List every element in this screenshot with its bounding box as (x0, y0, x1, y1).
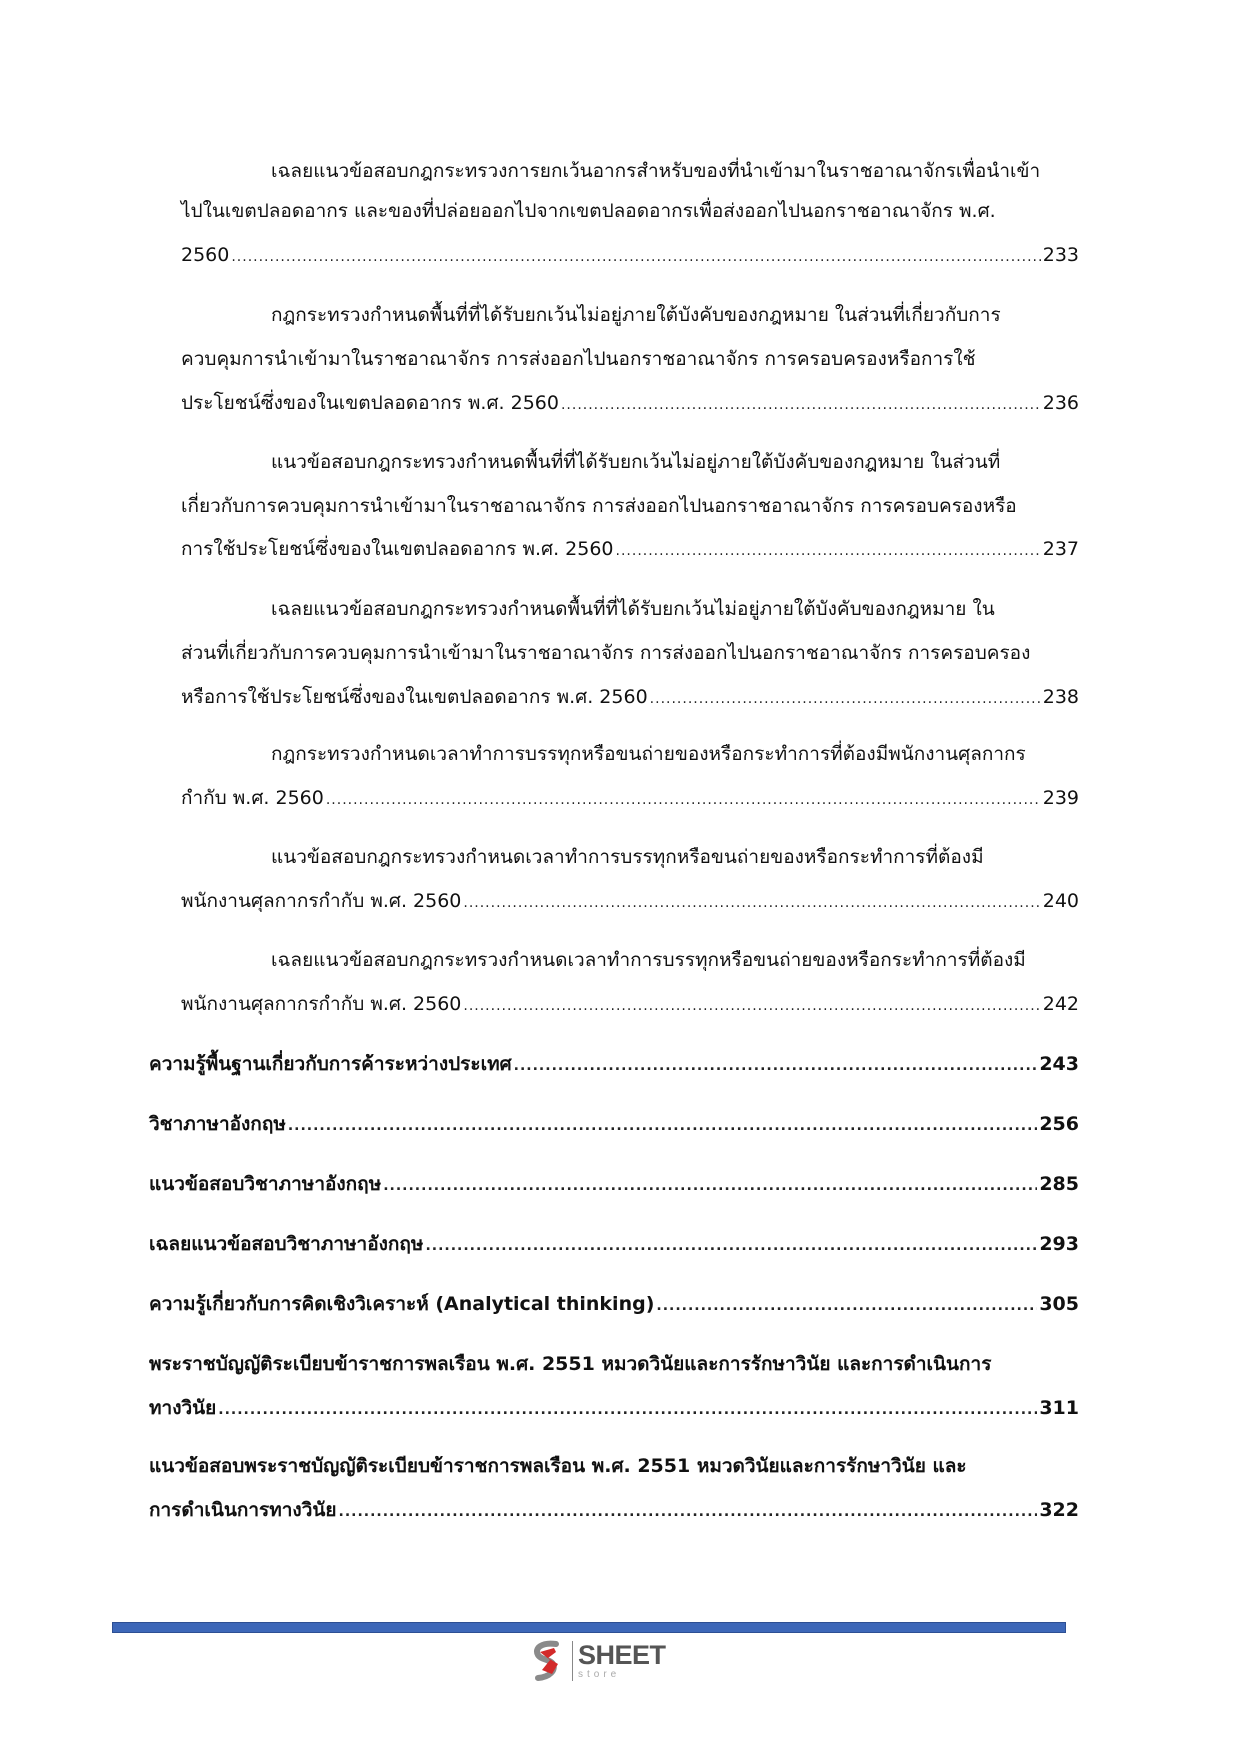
page-number: 256 (1039, 1113, 1079, 1135)
toc-entry-text: เฉลยแนวข้อสอบวิชาภาษาอังกฤษ (149, 1233, 424, 1255)
page-number: 243 (1039, 1053, 1079, 1075)
dot-leader (288, 1111, 1037, 1141)
toc-entry-text: แนวข้อสอบวิชาภาษาอังกฤษ (149, 1173, 382, 1195)
page-number: 293 (1039, 1233, 1079, 1255)
toc-entry-text: ทางวินัย (149, 1397, 217, 1419)
page-number: 236 (1042, 392, 1079, 414)
toc-entry-leader (149, 1495, 1079, 1525)
toc-entry-text: การดำเนินการทางวินัย (149, 1499, 337, 1521)
toc-entry-text: แนวข้อสอบกฎกระทรวงกำหนดพื้นที่ที่ได้รับยกเว้นไม่อยู่ภายใต้บังคับของกฎหมาย ในส่วนที่ (271, 451, 1001, 473)
toc-entry-leader (181, 534, 1079, 564)
dot-leader (383, 1171, 1037, 1201)
toc-entry[interactable] (149, 1049, 1079, 1079)
sheet-store-logo (528, 1638, 688, 1684)
toc-entry-text: การใช้ประโยชน์ซึ่งของในเขตปลอดอากร พ.ศ. 2560 (181, 538, 614, 560)
page-number: 238 (1042, 686, 1079, 708)
logo-separator (572, 1641, 573, 1681)
toc-entry-leader (149, 1393, 1079, 1423)
footer-divider-bar (112, 1622, 1066, 1633)
page-number: 233 (1042, 244, 1079, 266)
toc-entry-text: แนวข้อสอบพระราชบัญญัติระเบียบข้าราชการพลเรือน พ.ศ. 2551 หมวดวินัยและการรักษาวินัย และ (149, 1455, 967, 1477)
page-number: 239 (1042, 787, 1079, 809)
toc-entry-text: แนวข้อสอบกฎกระทรวงกำหนดเวลาทำการบรรทุกหรือขนถ่ายของหรือกระทำการที่ต้องมี (271, 846, 984, 868)
page-number: 237 (1042, 538, 1079, 560)
toc-entry-text: เกี่ยวกับการควบคุมการนำเข้ามาในราชอาณาจักร การส่งออกไปนอกราชอาณาจักร การครอบครองหรือ (181, 495, 1017, 517)
dot-leader (339, 1497, 1038, 1527)
toc-entry-text: 2560 (181, 244, 230, 266)
toc-entry-text: ความรู้พื้นฐานเกี่ยวกับการค้าระหว่างประเทศ (149, 1053, 512, 1075)
dot-leader (326, 785, 1041, 815)
dot-leader (561, 390, 1041, 420)
brand-sub: store (578, 1669, 621, 1680)
toc-entry-leader (181, 783, 1079, 813)
page-number: 311 (1039, 1397, 1079, 1419)
toc-entry-text: เฉลยแนวข้อสอบกฎกระทรวงกำหนดเวลาทำการบรรทุกหรือขนถ่ายของหรือกระทำการที่ต้องมี (271, 949, 1026, 971)
toc-entry-text: เฉลยแนวข้อสอบกฎกระทรวงกำหนดพื้นที่ที่ได้รับยกเว้นไม่อยู่ภายใต้บังคับของกฎหมาย ใน (271, 598, 995, 620)
sheet-store-s-icon (528, 1640, 568, 1682)
page-number: 240 (1042, 890, 1079, 912)
toc-entry-text: ส่วนที่เกี่ยวกับการควบคุมการนำเข้ามาในราชอาณาจักร การส่งออกไปนอกราชอาณาจักร การครอบครอง (181, 642, 1031, 664)
toc-entry-text: หรือการใช้ประโยชน์ซึ่งของในเขตปลอดอากร พ.ศ. 2560 (181, 686, 648, 708)
toc-entry-text: พนักงานศุลกากรกำกับ พ.ศ. 2560 (181, 993, 462, 1015)
toc-entry-text: พระราชบัญญัติระเบียบข้าราชการพลเรือน พ.ศ. 2551 หมวดวินัยและการรักษาวินัย และการดำเนินการ (149, 1353, 992, 1375)
page-number: 285 (1039, 1173, 1079, 1195)
toc-entry-text: กฎกระทรวงกำหนดเวลาทำการบรรทุกหรือขนถ่ายของหรือกระทำการที่ต้องมีพนักงานศุลกากร (271, 743, 1026, 765)
toc-entry-leader (181, 989, 1079, 1019)
toc-entry-leader (181, 388, 1079, 418)
toc-entry-leader (181, 886, 1079, 916)
page-number: 322 (1039, 1499, 1079, 1521)
toc-entry[interactable] (149, 1169, 1079, 1199)
dot-leader (514, 1051, 1038, 1081)
dot-leader (218, 1395, 1037, 1425)
toc-entry-leader (181, 240, 1079, 270)
toc-entry-text: กำกับ พ.ศ. 2560 (181, 787, 324, 809)
brand-name: SHEET (578, 1640, 666, 1670)
toc-entry[interactable] (149, 1289, 1079, 1319)
toc-entry-text: ควบคุมการนำเข้ามาในราชอาณาจักร การส่งออกไปนอกราชอาณาจักร การครอบครองหรือการใช้ (181, 348, 976, 370)
toc-entry-text: ประโยชน์ซึ่งของในเขตปลอดอากร พ.ศ. 2560 (181, 392, 559, 414)
toc-entry[interactable] (149, 1229, 1079, 1259)
toc-entry-leader (181, 682, 1079, 712)
toc-entry-text: กฎกระทรวงกำหนดพื้นที่ที่ได้รับยกเว้นไม่อยู่ภายใต้บังคับของกฎหมาย ในส่วนที่เกี่ยวกับการ (271, 304, 1001, 326)
toc-entry-text: ความรู้เกี่ยวกับการคิดเชิงวิเคราะห์ (Analytical thinking) (149, 1293, 655, 1315)
toc-entry-text: ไปในเขตปลอดอากร และของที่ปล่อยออกไปจากเขตปลอดอากรเพื่อส่งออกไปนอกราชอาณาจักร พ.ศ. (181, 200, 996, 222)
dot-leader (231, 242, 1040, 272)
toc-entry[interactable] (149, 1109, 1079, 1139)
toc-entry-text: เฉลยแนวข้อสอบกฎกระทรวงการยกเว้นอากรสำหรับของที่นำเข้ามาในราชอาณาจักรเพื่อนำเข้า (271, 160, 1041, 182)
page-number: 242 (1042, 993, 1079, 1015)
page-number: 305 (1039, 1293, 1079, 1315)
dot-leader (656, 1291, 1037, 1321)
dot-leader (463, 991, 1040, 1021)
dot-leader (425, 1231, 1037, 1261)
toc-entry-text: พนักงานศุลกากรกำกับ พ.ศ. 2560 (181, 890, 462, 912)
toc-entry-text: วิชาภาษาอังกฤษ (149, 1113, 286, 1135)
dot-leader (463, 888, 1040, 918)
dot-leader (650, 684, 1041, 714)
dot-leader (616, 536, 1041, 566)
